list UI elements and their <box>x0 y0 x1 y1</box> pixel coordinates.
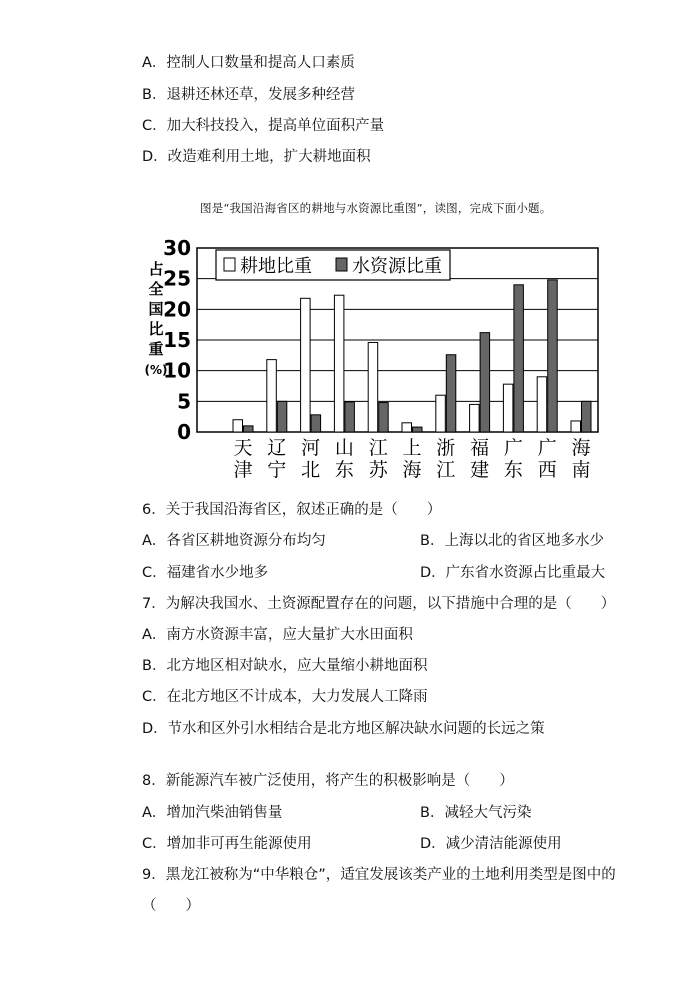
x-category-label: 北 <box>301 459 321 481</box>
q6-option-c: C．福建省水少地多 <box>142 565 269 581</box>
bar-water <box>582 401 592 432</box>
x-category-label: 广 <box>503 437 523 459</box>
bar-water <box>244 426 254 432</box>
y-tick-label: 5 <box>177 389 191 414</box>
x-category-label: 江 <box>436 459 456 481</box>
x-category-label: 东 <box>334 459 354 481</box>
y-axis-label-char: 全 <box>148 280 164 298</box>
y-tick-label: 15 <box>163 328 191 352</box>
y-axis-label-char: 占 <box>148 260 164 278</box>
legend-swatch <box>336 258 347 271</box>
prev-option-a: A．控制人口数量和提高人口素质 <box>142 55 355 71</box>
x-category-label: 东 <box>503 459 523 481</box>
bar-farmland <box>537 377 547 432</box>
x-category-label: 江 <box>368 437 388 459</box>
bar-farmland <box>267 360 277 432</box>
x-category-label: 南 <box>571 459 591 481</box>
bar-chart <box>140 232 610 482</box>
y-tick-label: 10 <box>163 358 191 383</box>
bar-farmland <box>301 298 311 432</box>
q8-option-c: C．增加非可再生能源使用 <box>142 836 312 852</box>
bar-water <box>446 355 456 432</box>
x-category-label: 山 <box>334 437 354 459</box>
x-category-label: 苏 <box>368 459 388 481</box>
bar-farmland <box>503 384 513 432</box>
q8-option-d: D．减少清洁能源使用 <box>420 836 562 852</box>
y-axis-label-unit: (%) <box>144 363 168 377</box>
q7-option-c: C．在北方地区不计成本，大力发展人工降雨 <box>142 689 428 705</box>
q6-option-d: D．广东省水资源占比重最大 <box>420 565 606 581</box>
x-category-label: 海 <box>571 437 591 459</box>
x-category-label: 海 <box>402 459 422 481</box>
legend-label: 耕地比重 <box>240 256 312 277</box>
y-tick-label: 0 <box>177 420 191 444</box>
q9-answer-blank: （ ） <box>142 898 200 914</box>
x-category-label: 西 <box>537 459 557 481</box>
y-tick-label: 30 <box>163 236 191 260</box>
bar-farmland <box>571 421 581 432</box>
x-category-label: 天 <box>233 437 253 459</box>
bar-water <box>514 285 524 432</box>
q7-option-b: B．北方地区相对缺水，应大量缩小耕地面积 <box>142 658 428 674</box>
y-axis-label-char: 比 <box>148 320 164 338</box>
x-category-label: 建 <box>470 459 490 481</box>
q8-stem: 8．新能源汽车被广泛使用，将产生的积极影响是（ ） <box>142 773 514 789</box>
bar-farmland <box>233 420 243 432</box>
bar-water <box>345 402 355 432</box>
x-category-label: 河 <box>301 437 321 459</box>
q6-stem: 6．关于我国沿海省区，叙述正确的是（ ） <box>142 502 442 518</box>
x-category-label: 宁 <box>267 459 287 481</box>
x-category-label: 福 <box>470 437 490 459</box>
q7-option-a: A．南方水资源丰富，应大量扩大水田面积 <box>142 627 413 643</box>
bar-farmland <box>334 295 344 432</box>
legend-swatch <box>224 258 235 271</box>
bar-water <box>413 427 423 432</box>
bar-water <box>379 403 389 432</box>
x-category-label: 津 <box>233 459 253 481</box>
legend-label: 水资源比重 <box>352 256 442 277</box>
bar-water <box>277 401 287 432</box>
bar-farmland <box>470 404 480 432</box>
q7-option-d: D．节水和区外引水相结合是北方地区解决缺水问题的长远之策 <box>142 721 545 737</box>
bar-farmland <box>368 342 378 432</box>
q8-option-a: A．增加汽柴油销售量 <box>142 805 283 821</box>
y-axis-label-char: 重 <box>148 340 164 358</box>
q8-option-b: B．减轻大气污染 <box>420 805 532 821</box>
prev-option-b: B．退耕还林还草，发展多种经营 <box>142 87 355 103</box>
x-category-label: 上 <box>402 437 422 459</box>
bar-farmland <box>436 395 446 432</box>
y-tick-label: 20 <box>163 297 191 322</box>
bar-farmland <box>402 423 412 432</box>
x-category-label: 广 <box>537 437 557 459</box>
prev-option-c: C．加大科技投入，提高单位面积产量 <box>142 118 385 134</box>
bar-water <box>480 333 490 432</box>
prev-option-d: D．改造难利用土地，扩大耕地面积 <box>142 149 371 165</box>
figure-caption: 图是“我国沿海省区的耕地与水资源比重图”，读图，完成下面小题。 <box>200 201 552 215</box>
x-category-label: 辽 <box>267 437 287 459</box>
q7-stem: 7．为解决我国水、土资源配置存在的问题，以下措施中合理的是（ ） <box>142 596 616 612</box>
q9-stem: 9．黑龙江被称为“中华粮仓”，适宜发展该类产业的土地利用类型是图中的 <box>142 867 616 883</box>
bar-water <box>311 415 321 432</box>
y-tick-label: 25 <box>163 266 191 291</box>
q6-option-a: A．各省区耕地资源分布均匀 <box>142 533 326 549</box>
y-axis-label-char: 国 <box>148 300 164 318</box>
q6-option-b: B．上海以北的省区地多水少 <box>420 533 604 549</box>
bar-water <box>548 280 558 432</box>
x-category-label: 浙 <box>436 437 456 459</box>
